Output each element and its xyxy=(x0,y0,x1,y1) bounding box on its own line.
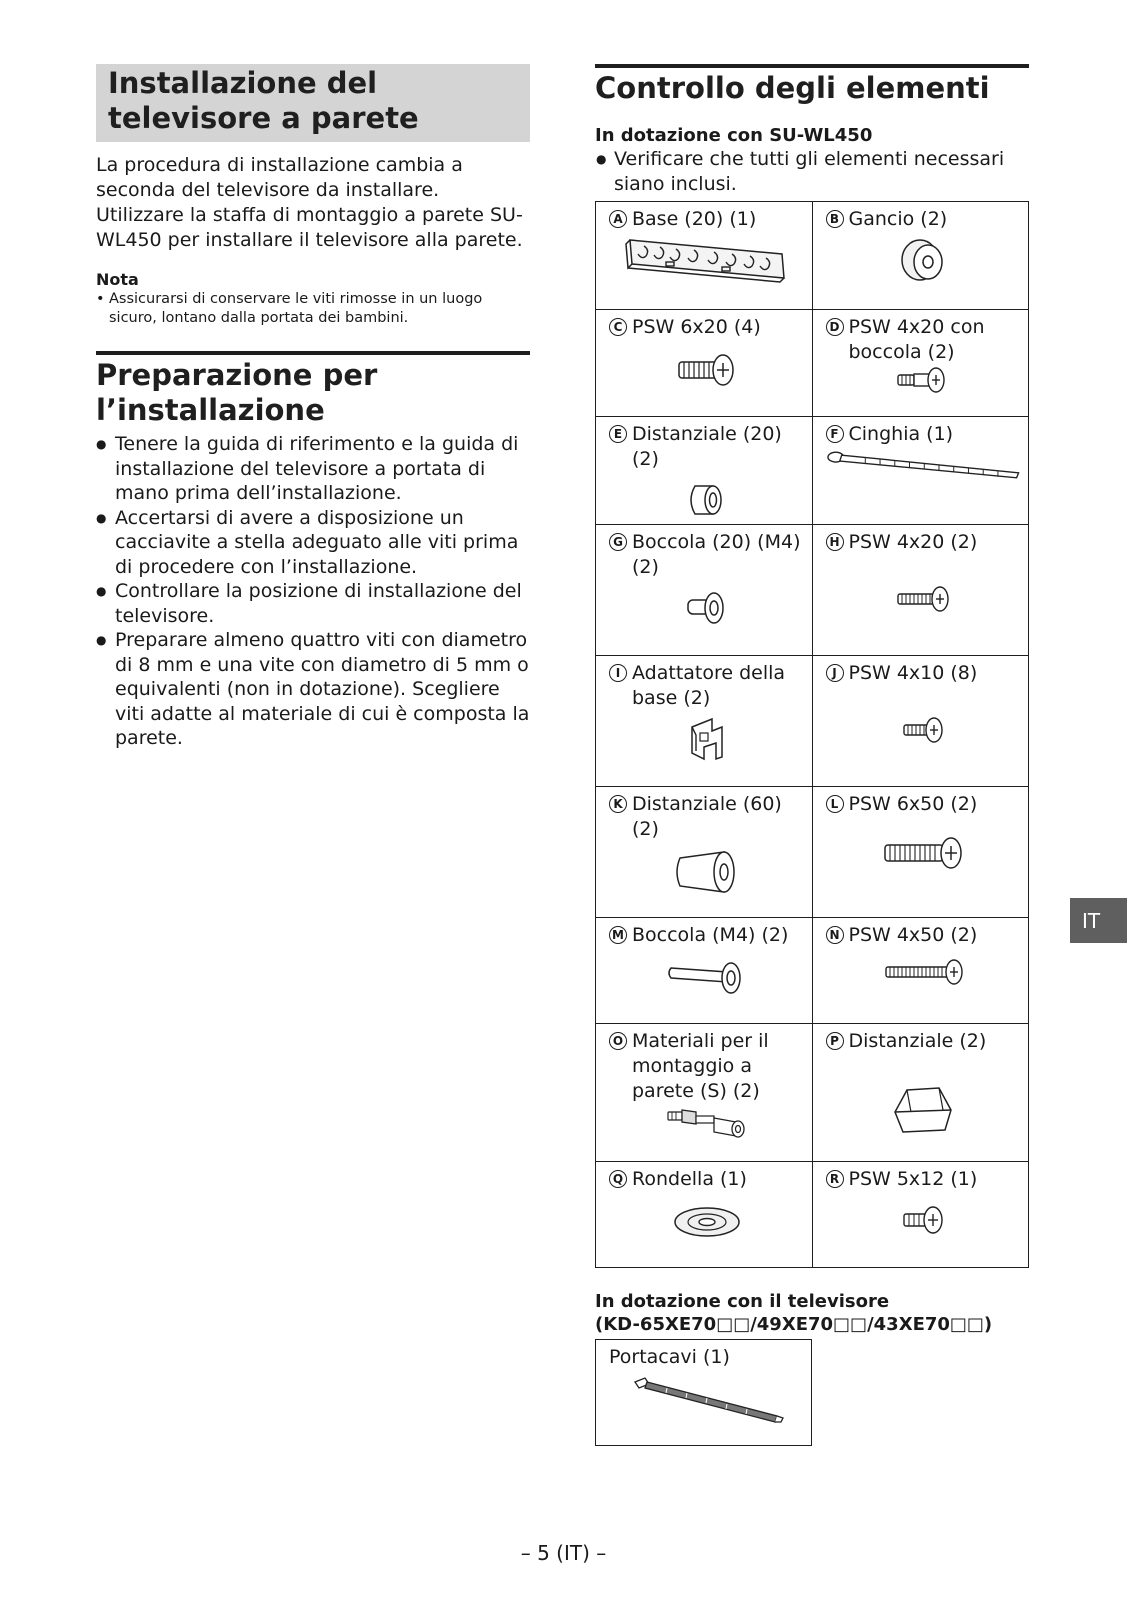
part-label: PSW 5x12 (1) xyxy=(848,1168,978,1190)
item-letter-badge: B xyxy=(826,210,844,228)
screw-icon xyxy=(609,352,806,388)
part-cell-i xyxy=(596,656,813,787)
note-item: • Assicurarsi di conservare le viti rimosse in un luogo sicuro, lontano dalla portata dei bambini. xyxy=(96,290,530,328)
item-letter-badge: O xyxy=(609,1032,627,1050)
part-cell-j xyxy=(812,656,1029,787)
item-letter-badge: G xyxy=(609,533,627,551)
preparation-list xyxy=(96,432,530,751)
part-label: Boccola (M4) (2) xyxy=(632,924,789,946)
block-spacer-icon xyxy=(826,1084,1023,1138)
part-label: PSW 4x10 (8) xyxy=(848,662,978,684)
part-label: Adattatore della base (2) xyxy=(632,662,786,709)
part-label: PSW 6x50 (2) xyxy=(848,793,978,815)
section-title-check-items: Controllo degli elementi xyxy=(595,64,1029,107)
part-cell-e xyxy=(596,417,813,525)
item-letter-badge: K xyxy=(609,795,627,813)
part-cell-k xyxy=(596,787,813,918)
note-title: Nota xyxy=(96,270,139,289)
item-letter-badge: D xyxy=(826,318,844,336)
belt-icon xyxy=(826,447,1023,481)
list-item: ● Verificare che tutti gli elementi necessari siano inclusi. xyxy=(595,147,1029,197)
screw-icon xyxy=(826,1204,1023,1236)
tv-parts-table xyxy=(595,1339,812,1446)
screw-icon xyxy=(826,585,1023,613)
item-letter-badge: N xyxy=(826,926,844,944)
wall-mount-material-icon xyxy=(609,1104,806,1140)
part-cell-m xyxy=(596,918,813,1024)
list-item: ● Accertarsi di avere a disposizione un cacciavite a stella adeguato alle viti prima di procedere con l’installazione. xyxy=(96,506,530,580)
part-cell-p xyxy=(812,1024,1029,1162)
long-spacer-icon xyxy=(609,846,806,896)
part-cell-b xyxy=(812,202,1029,310)
part-cell-d xyxy=(812,310,1029,417)
part-label: Portacavi (1) xyxy=(609,1346,730,1368)
hook-icon xyxy=(826,232,1023,288)
part-label: PSW 6x20 (4) xyxy=(632,316,761,338)
base-adapter-icon xyxy=(609,713,806,765)
part-label: Rondella (1) xyxy=(632,1168,747,1190)
item-letter-badge: H xyxy=(826,533,844,551)
item-letter-badge: Q xyxy=(609,1170,627,1188)
part-label: Distanziale (20) (2) xyxy=(632,423,782,470)
supplied-with-bracket-heading: In dotazione con SU-WL450 xyxy=(595,125,873,146)
part-label: Distanziale (60) (2) xyxy=(632,793,782,840)
part-cell-a xyxy=(596,202,813,310)
item-letter-badge: E xyxy=(609,425,627,443)
part-cell-h xyxy=(812,525,1029,656)
item-letter-badge: I xyxy=(609,664,627,682)
section-title-installation: Installazione del televisore a parete xyxy=(96,64,530,142)
parts-table xyxy=(595,201,1029,1268)
note-list xyxy=(96,290,530,328)
part-label: Cinghia (1) xyxy=(848,423,954,445)
tv-models: (KD-65XE70□□/49XE70□□/43XE70□□) xyxy=(595,1314,993,1335)
part-label: Materiali per il montaggio a parete (S) (2) xyxy=(632,1030,769,1102)
list-item: ● Preparare almeno quattro viti con diametro di 8 mm e una vite con diametro di 5 mm o equivalenti (non in dotazione). Scegliere viti adatte al materiale di cui è composta la parete. xyxy=(96,628,530,751)
part-label: PSW 4x20 con boccola (2) xyxy=(848,316,985,363)
item-letter-badge: A xyxy=(609,210,627,228)
part-cell-f xyxy=(812,417,1029,525)
part-label: Boccola (20) (M4) (2) xyxy=(632,531,801,578)
screw-icon xyxy=(826,958,1023,986)
washer-icon xyxy=(609,1204,806,1240)
part-cell-n xyxy=(812,918,1029,1024)
wall-bracket-icon xyxy=(609,232,806,288)
part-cell-c xyxy=(596,310,813,417)
item-letter-badge: L xyxy=(826,795,844,813)
part-cell-l xyxy=(812,787,1029,918)
bushing-icon xyxy=(609,588,806,628)
intro-paragraph: La procedura di installazione cambia a seconda del televisore da installare. Utilizzare la staffa di montaggio a parete SU-WL450 per installare il televisore alla parete. xyxy=(96,154,523,251)
item-letter-badge: P xyxy=(826,1032,844,1050)
part-label: PSW 4x50 (2) xyxy=(848,924,978,946)
part-label: Base (20) (1) xyxy=(632,208,757,230)
page-number: – 5 (IT) – xyxy=(520,1541,607,1565)
item-letter-badge: C xyxy=(609,318,627,336)
part-cell-o xyxy=(596,1024,813,1162)
part-cell-g xyxy=(596,525,813,656)
left-column xyxy=(96,64,530,751)
long-bushing-icon xyxy=(609,956,806,996)
part-label: Gancio (2) xyxy=(848,208,948,230)
check-list xyxy=(595,147,1029,197)
screw-icon xyxy=(826,835,1023,871)
part-cell-r xyxy=(812,1162,1029,1268)
spacer-icon xyxy=(609,480,806,520)
part-label: Distanziale (2) xyxy=(848,1030,987,1052)
item-letter-badge: R xyxy=(826,1170,844,1188)
item-letter-badge: F xyxy=(826,425,844,443)
bushing-screw-icon xyxy=(826,365,1023,395)
list-item: ● Tenere la guida di riferimento e la guida di installazione del televisore a portata di mano prima dell’installazione. xyxy=(96,432,530,506)
part-label: PSW 4x20 (2) xyxy=(848,531,978,553)
part-cell-q xyxy=(596,1162,813,1268)
part-cell-cable-holder xyxy=(596,1340,812,1446)
list-item: ● Controllare la posizione di installazione del televisore. xyxy=(96,579,530,628)
right-column xyxy=(595,64,1029,1446)
cable-holder-icon xyxy=(609,1372,805,1428)
language-tab: IT xyxy=(1070,898,1127,943)
screw-icon xyxy=(826,716,1023,744)
supplied-with-tv-heading: In dotazione con il televisore (KD-65XE70□□/49XE70□□/43XE70□□) xyxy=(595,1290,1029,1336)
section-title-preparation: Preparazione per l’installazione xyxy=(96,351,530,428)
item-letter-badge: M xyxy=(609,926,627,944)
item-letter-badge: J xyxy=(826,664,844,682)
